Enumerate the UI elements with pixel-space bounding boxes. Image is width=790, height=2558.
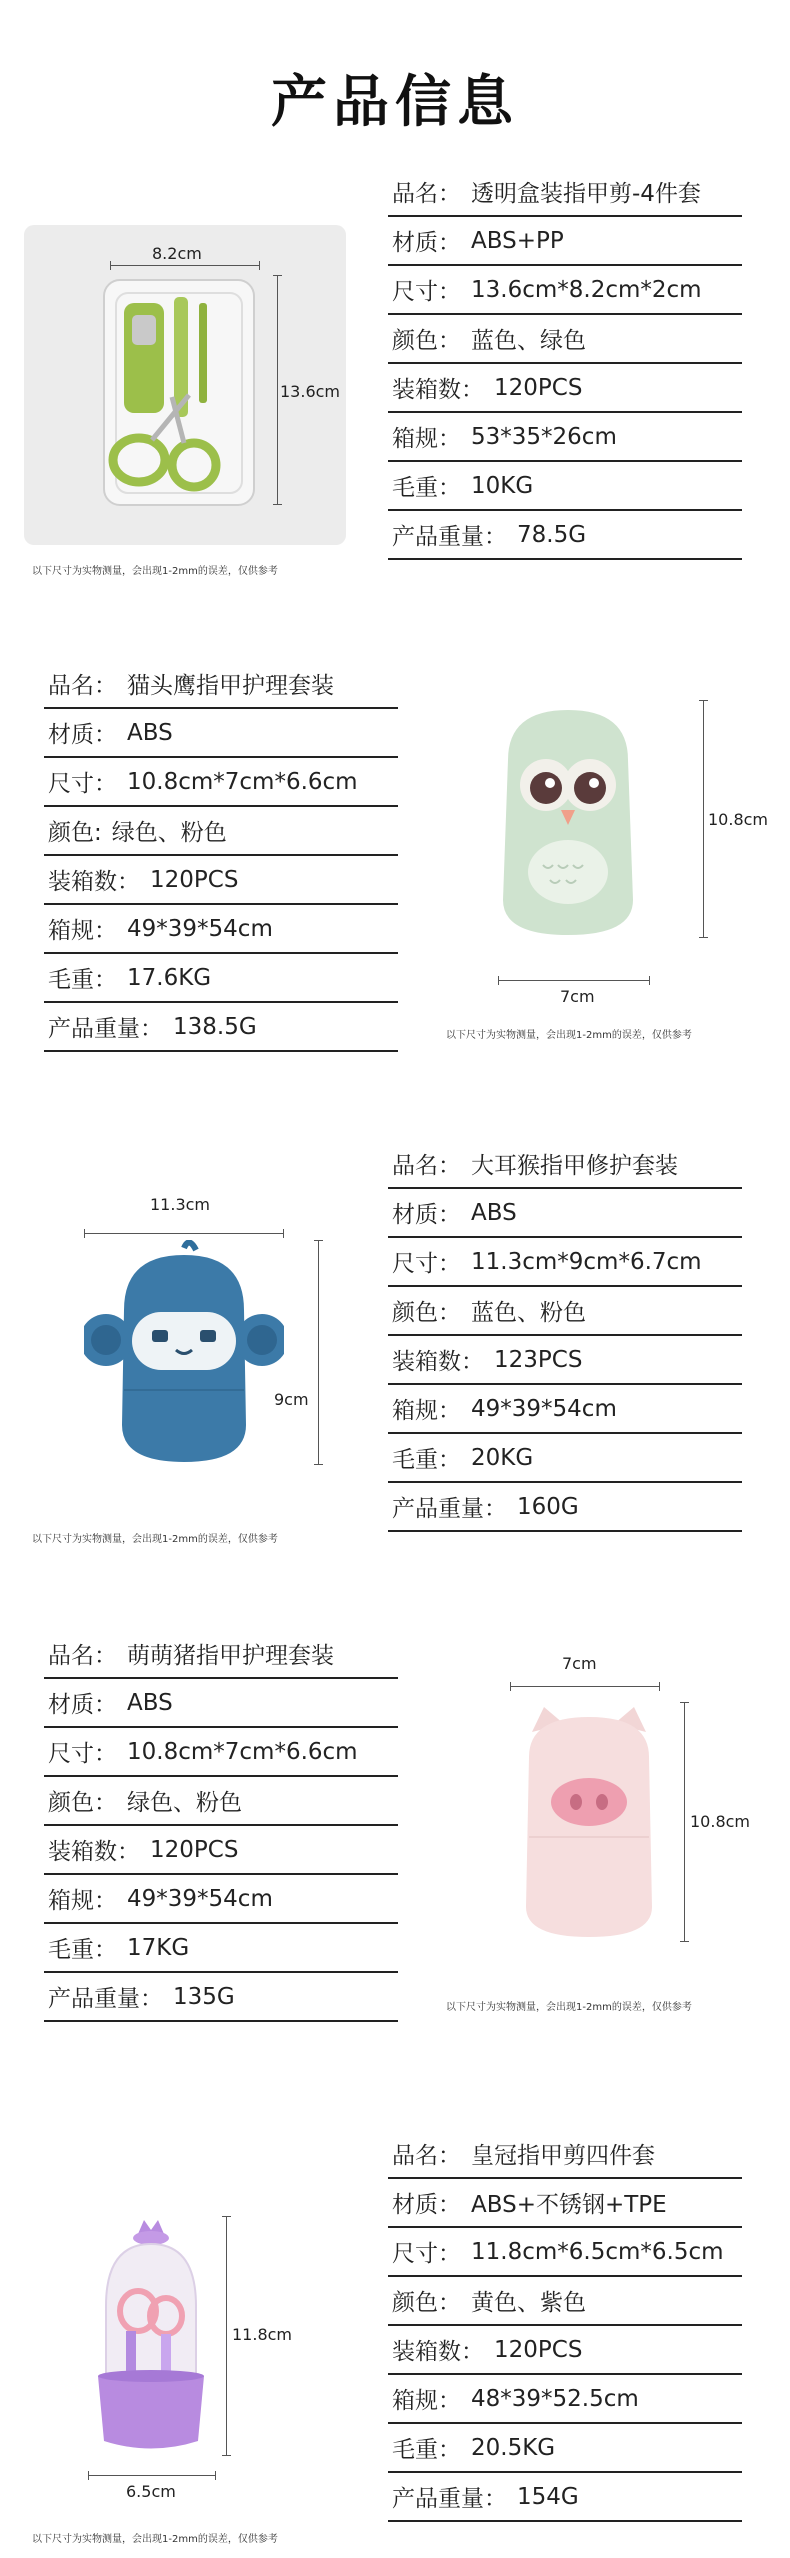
product-section-owl [0,660,790,1080]
product-image-owl [488,700,648,940]
spec-row-product-weight: 产品重量： 154G [388,2473,742,2522]
spec-row-product-weight: 产品重量： 78.5G [388,511,742,560]
dimension-tick [699,937,708,938]
dimension-tick [259,261,260,270]
spec-table-owl [44,660,398,1052]
spec-row-carton-qty: 装箱数： 120PCS [388,2326,742,2375]
spec-row-gross-weight: 毛重： 17.6KG [44,954,398,1003]
spec-row-material: 材质： ABS [44,709,398,758]
dimension-tick [680,1941,689,1942]
spec-row-product-weight: 产品重量： 135G [44,1973,398,2022]
product-section-clear-box [0,160,790,580]
dimension-tick [314,1464,323,1465]
dimension-tick [649,976,650,985]
spec-row-material: 材质： ABS+PP [388,217,742,266]
dimension-width-label: 6.5cm [126,2482,176,2501]
product-section-pig [0,1630,790,2050]
dimension-tick [84,1229,85,1238]
dimension-width-label: 8.2cm [152,244,202,263]
spec-row-size: 尺寸： 13.6cm*8.2cm*2cm [388,266,742,315]
dimension-line-height [684,1702,685,1942]
dimension-tick [273,504,282,505]
spec-row-carton-size: 箱规： 53*35*26cm [388,413,742,462]
measurement-note: 以下尺寸为实物测量，会出现1-2mm的误差，仅供参考 [32,2534,278,2545]
spec-row-size: 尺寸： 10.8cm*7cm*6.6cm [44,758,398,807]
measurement-note: 以下尺寸为实物测量，会出现1-2mm的误差，仅供参考 [32,566,278,577]
spec-row-carton-size: 箱规： 49*39*54cm [44,1875,398,1924]
spec-row-carton-qty: 装箱数： 123PCS [388,1336,742,1385]
spec-table-monkey [388,1140,742,1532]
dimension-line-width [498,980,650,981]
dimension-tick [283,1229,284,1238]
dimension-line-width [88,2475,216,2476]
spec-row-name: 品名： 猫头鹰指甲护理套装 [44,660,398,709]
dimension-line-height [226,2216,227,2456]
spec-row-product-weight: 产品重量： 138.5G [44,1003,398,1052]
dimension-line-height [703,700,704,938]
measurement-note: 以下尺寸为实物测量，会出现1-2mm的误差，仅供参考 [32,1534,278,1545]
spec-row-carton-size: 箱规： 49*39*54cm [44,905,398,954]
spec-row-size: 尺寸： 10.8cm*7cm*6.6cm [44,1728,398,1777]
dimension-tick [314,1240,323,1241]
dimension-tick [110,261,111,270]
spec-row-size: 尺寸： 11.8cm*6.5cm*6.5cm [388,2228,742,2277]
dimension-height-label: 11.8cm [232,2325,293,2344]
spec-row-material: 材质： ABS [44,1679,398,1728]
product-section-monkey [0,1140,790,1560]
spec-row-color: 颜色: 绿色、粉色 [44,807,398,856]
dimension-tick [498,976,499,985]
spec-table-clear-box [388,168,742,560]
spec-row-name: 品名： 皇冠指甲剪四件套 [388,2130,742,2179]
dimension-tick [222,2455,231,2456]
spec-row-gross-weight: 毛重： 10KG [388,462,742,511]
dimension-height-label: 13.6cm [280,382,341,401]
product-section-crown [0,2120,790,2550]
dimension-tick [659,1682,660,1691]
spec-row-carton-qty: 装箱数： 120PCS [44,1826,398,1875]
dimension-tick [222,2216,231,2217]
measurement-note: 以下尺寸为实物测量，会出现1-2mm的误差，仅供参考 [446,2002,692,2013]
dimension-width-label: 11.3cm [150,1195,211,1214]
dimension-line-height [277,275,278,505]
spec-row-product-weight: 产品重量： 160G [388,1483,742,1532]
dimension-width-label: 7cm [562,1654,597,1673]
spec-row-gross-weight: 毛重： 20KG [388,1434,742,1483]
spec-row-material: 材质： ABS+不锈钢+TPE [388,2179,742,2228]
spec-row-color: 颜色： 绿色、粉色 [44,1777,398,1826]
dimension-height-label: 9cm [274,1390,309,1409]
spec-row-name: 品名： 萌萌猪指甲护理套装 [44,1630,398,1679]
dimension-tick [680,1702,689,1703]
dimension-tick [88,2471,89,2480]
spec-row-name: 品名： 大耳猴指甲修护套装 [388,1140,742,1189]
dimension-width-label: 7cm [560,987,595,1006]
product-image-pig [514,1702,664,1942]
measurement-note: 以下尺寸为实物测量，会出现1-2mm的误差，仅供参考 [446,1030,692,1041]
dimension-tick [699,700,708,701]
product-image-monkey [84,1240,284,1470]
dimension-height-label: 10.8cm [708,810,769,829]
spec-row-material: 材质： ABS [388,1189,742,1238]
spec-row-color: 颜色： 黄色、紫色 [388,2277,742,2326]
product-image-crown [86,2216,216,2456]
spec-row-carton-qty: 装箱数： 120PCS [44,856,398,905]
spec-row-carton-size: 箱规： 48*39*52.5cm [388,2375,742,2424]
spec-table-crown [388,2130,742,2522]
dimension-tick [273,275,282,276]
dimension-line-height [318,1240,319,1465]
dimension-height-label: 10.8cm [690,1812,751,1831]
spec-row-gross-weight: 毛重： 20.5KG [388,2424,742,2473]
spec-row-color: 颜色： 蓝色、粉色 [388,1287,742,1336]
dimension-line-width [110,265,260,266]
dimension-tick [215,2471,216,2480]
spec-table-pig [44,1630,398,2022]
spec-row-color: 颜色： 蓝色、绿色 [388,315,742,364]
spec-row-name: 品名： 透明盒装指甲剪-4件套 [388,168,742,217]
dimension-tick [510,1682,511,1691]
spec-row-size: 尺寸： 11.3cm*9cm*6.7cm [388,1238,742,1287]
dimension-line-width [510,1686,660,1687]
spec-row-carton-size: 箱规： 49*39*54cm [388,1385,742,1434]
spec-row-carton-qty: 装箱数： 120PCS [388,364,742,413]
page-title: 产品信息 [271,70,519,135]
dimension-line-width [84,1233,284,1234]
spec-row-gross-weight: 毛重： 17KG [44,1924,398,1973]
